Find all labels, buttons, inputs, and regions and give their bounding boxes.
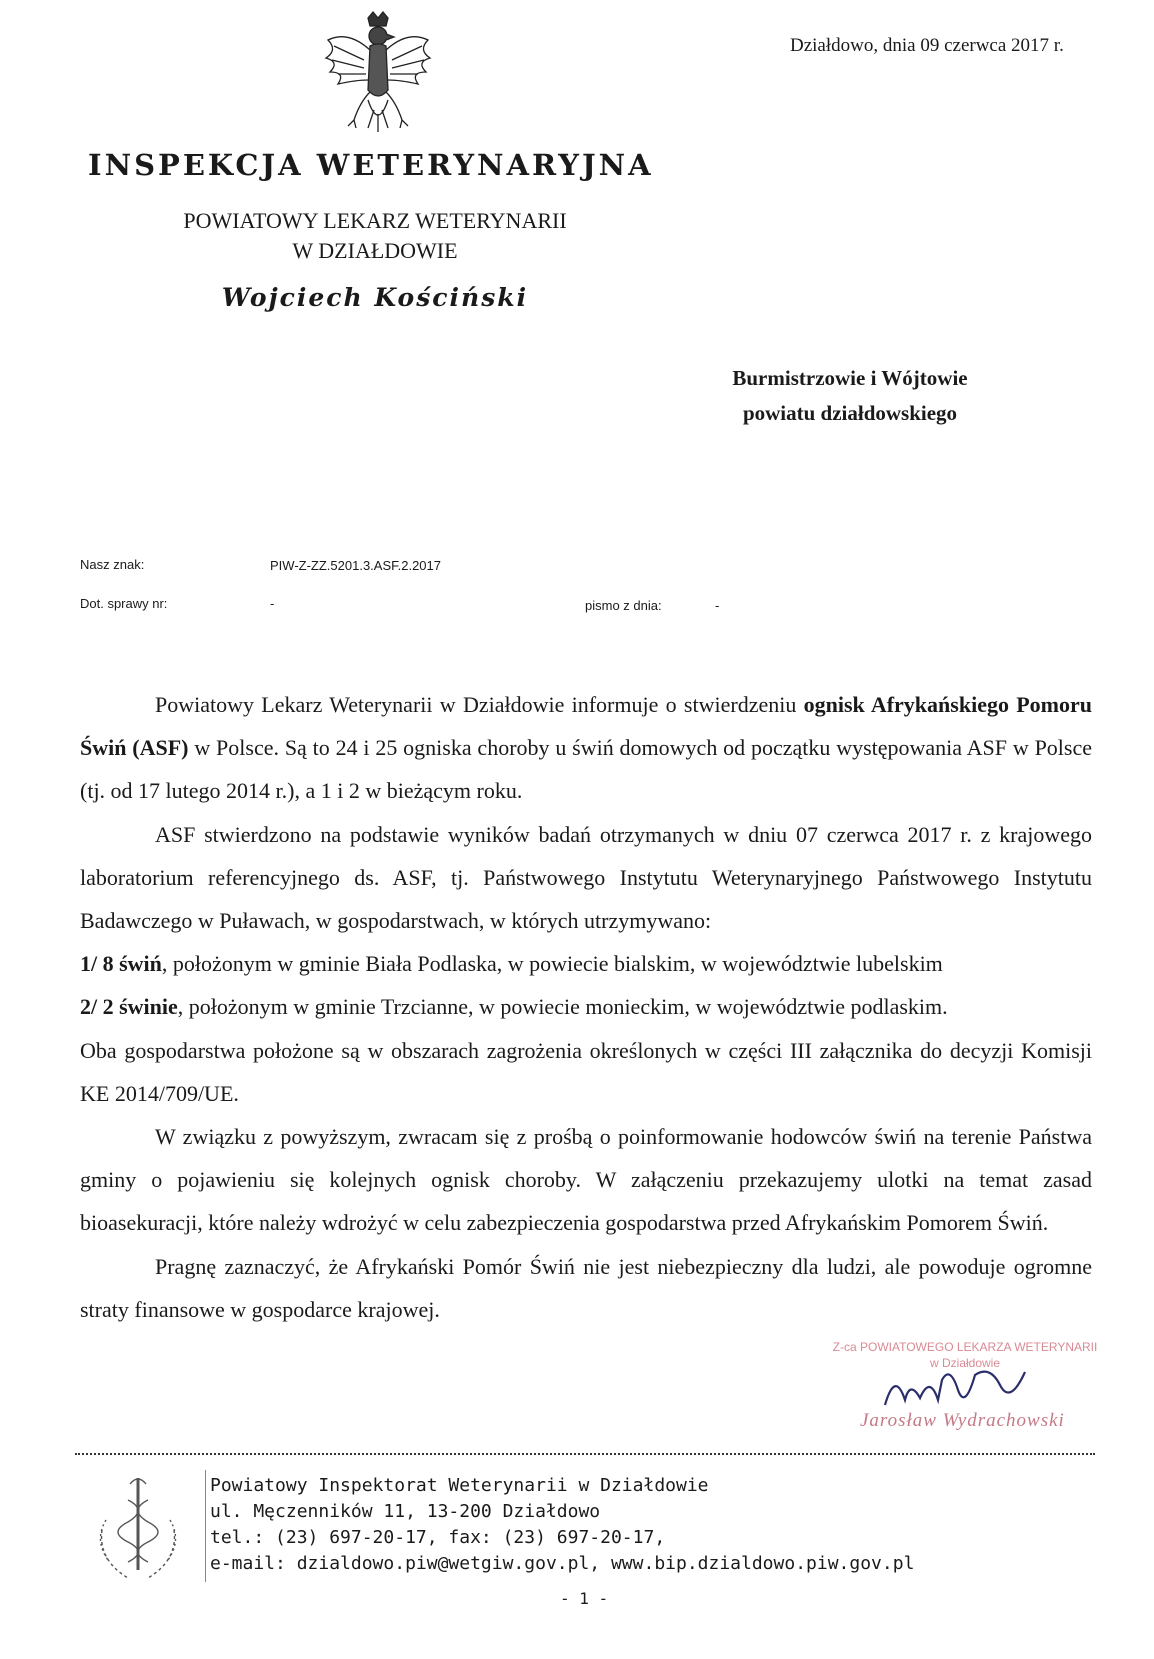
recipient-line1: Burmistrzowie i Wójtowie bbox=[732, 366, 968, 390]
footer-contact bbox=[210, 1473, 914, 1577]
polish-eagle-emblem-icon bbox=[318, 10, 438, 140]
footer-email-web: e-mail: dzialdowo.piw@wetgiw.gov.pl, www.bip.dzialdowo.piw.gov.pl bbox=[210, 1553, 915, 1574]
case-number-value: - bbox=[270, 596, 275, 611]
paragraph-2: ASF stwierdzono na podstawie wyników badań otrzymanych w dniu 07 czerwca 2017 r. z krajowego laboratorium referencyjnego ds. ASF, tj. Państwowego Instytutu Weterynaryjnego Państwowego Instytutu Badawczego w Puławach, w gospodarstwach, w których utrzymywano: bbox=[80, 821, 1092, 934]
recipient-line2: powiatu działdowskiego bbox=[742, 401, 958, 425]
case-number-label: Dot. sprawy nr: bbox=[80, 596, 168, 611]
letter-body bbox=[80, 683, 1092, 1331]
letter-date: Działdowo, dnia 09 czerwca 2017 r. bbox=[790, 35, 1064, 56]
organization-name: INSPEKCJA WETERYNARYJNA bbox=[88, 148, 654, 182]
paragraph-4: W związku z powyższym, zwracam się z prośbą o poinformowanie hodowców świń na terenie Państwa gminy o pojawieniu się kolejnych ognisk choroby. W załączeniu przekazujemy ulotki na temat zasad bioasekuracji, które należy wdrożyć w celu zabezpieczenia gospodarstwa przed Afrykańskim Pomorem Świń. bbox=[80, 1124, 1092, 1236]
stamp-place: w Działdowie bbox=[929, 1356, 1001, 1370]
stamp-signatory-name: Jarosław Wydrachowski bbox=[860, 1410, 1065, 1431]
footer-phone-fax: tel.: (23) 697-20-17, fax: (23) 697-20-17, bbox=[210, 1527, 666, 1548]
footer-divider bbox=[75, 1453, 1095, 1455]
our-ref-label: Nasz znak: bbox=[80, 557, 145, 572]
letter-date-ref-label: pismo z dnia: bbox=[585, 598, 662, 613]
office-title-line1: POWIATOWY LEKARZ WETERYNARII bbox=[183, 208, 567, 233]
footer-vertical-rule bbox=[205, 1470, 206, 1582]
paragraph-1: Powiatowy Lekarz Weterynarii w Działdowie informuje o stwierdzeniu ognisk Afrykańskiego Pomoru Świń (ASF) w Polsce. Są to 24 i 25 ogniska choroby u świń domowych od początku występowania ASF w Polsce (tj. od 17 lutego 2014 r.), a 1 i 2 w bieżącym roku. bbox=[80, 692, 1093, 804]
paragraph-3: Oba gospodarstwa położone są w obszarach zagrożenia określonych w części III załącznika do decyzji Komisji KE 2014/709/UE. bbox=[80, 1037, 1092, 1106]
footer-address: ul. Męczenników 11, 13-200 Działdowo bbox=[210, 1501, 601, 1522]
list-item: 2/ 2 świnie, położonym w gminie Trzcianne, w powiecie monieckim, w województwie podlaskim. bbox=[80, 994, 948, 1020]
issuer-name: Wojciech Kościński bbox=[221, 283, 529, 312]
office-title-line2: W DZIAŁDOWIE bbox=[292, 238, 458, 263]
caduceus-logo-icon bbox=[88, 1470, 188, 1590]
footer-institution: Powiatowy Inspektorat Weterynarii w Działdowie bbox=[210, 1475, 709, 1496]
stamp-title: Z-ca POWIATOWEGO LEKARZA WETERYNARII bbox=[832, 1340, 1098, 1354]
our-ref-value: PIW-Z-ZZ.5201.3.ASF.2.2017 bbox=[270, 558, 441, 573]
letter-date-ref-value: - bbox=[715, 598, 720, 613]
list-item: 1/ 8 świń, położonym w gminie Biała Podlaska, w powiecie bialskim, w województwie lubelskim bbox=[80, 951, 943, 977]
paragraph-5: Pragnę zaznaczyć, że Afrykański Pomór Świń nie jest niebezpieczny dla ludzi, ale powoduje ogromne straty finansowe w gospodarce krajowej. bbox=[80, 1253, 1092, 1322]
page-number: - 1 - bbox=[560, 1589, 609, 1608]
